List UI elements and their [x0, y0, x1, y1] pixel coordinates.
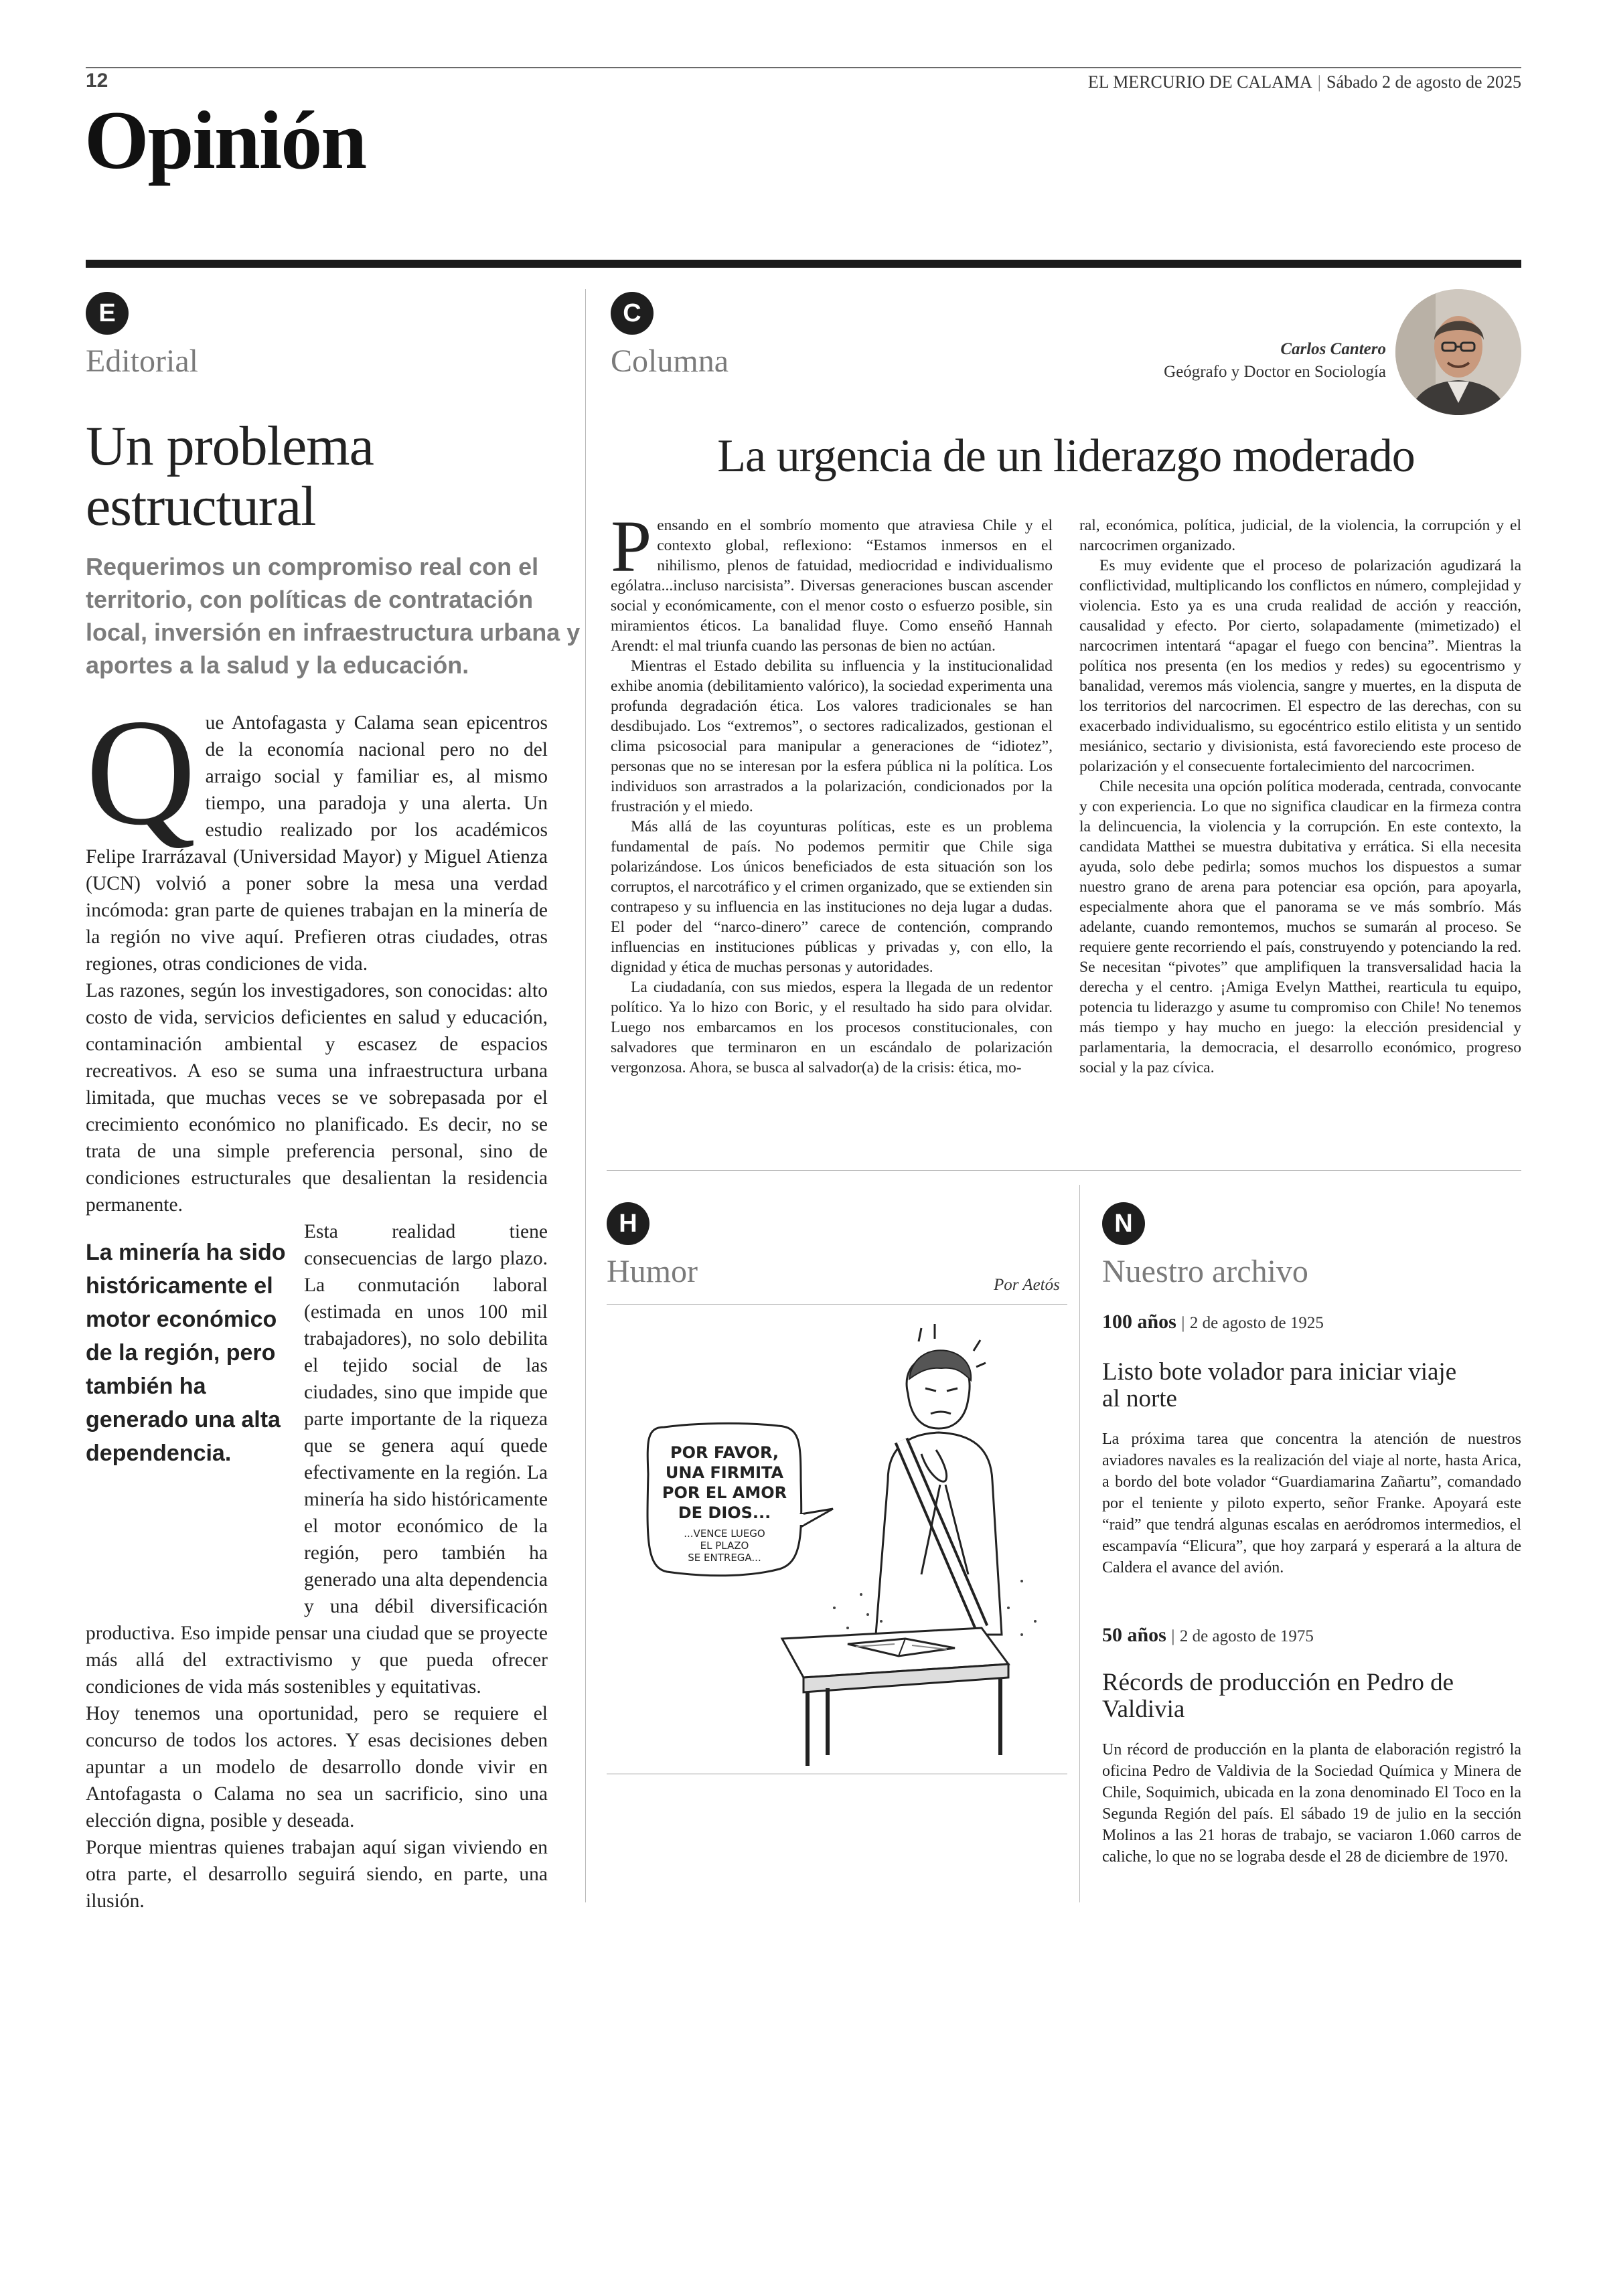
editorial-badge: E [86, 292, 129, 335]
column-title: La urgencia de un liderazgo moderado [717, 430, 1415, 482]
author-name: Carlos Cantero [1280, 340, 1386, 358]
archive-text: La próxima tarea que concentra la atención de nuestros aviadores navales es la realización del viaje al norte, hasta Arica, a bordo del bote volador “Guardiamarina Zañartu”, comandado por el teniente y piloto experto, señor Franke. Apoyará este “raid” que tendrá algunas escalas en aeródromos intermedios, el escampavía “Elicura”, que hoy zarpará y esperará a la altura de Caldera el avance del avión. [1102, 1430, 1521, 1576]
column-dropcap: P [611, 505, 652, 587]
archive-years-label: 100 años [1102, 1311, 1176, 1333]
masthead [1088, 72, 1521, 92]
page-number: 12 [86, 70, 108, 92]
editorial-dropcap: Q [86, 688, 196, 857]
column-text-col1 [611, 505, 1053, 1078]
archive-headline: Récords de producción en Pedro de Valdivia [1102, 1669, 1454, 1723]
divider-column-bottom [607, 1170, 1521, 1171]
archive-badge: N [1102, 1202, 1145, 1245]
column-paragraph: ensando en el sombrío momento que atraviesa Chile y el contexto global, reflexiono: “Estamos inmersos en el nihilismo, plenos de fatuidad, mediocridad e individualismo ególatra...incluso narcisista”. Diversas generaciones buscan ascender social y económicamente, con el menor costo o esfuerzo posible, sin miramientos éticos. La banalidad fluye. Como enseñó Hannah Arendt: el mal triunfa cuando las personas de bien no actúan. [611, 517, 1053, 655]
editorial-kicker: Editorial [86, 343, 198, 379]
humor-kicker: Humor [607, 1254, 698, 1289]
column-kicker: Columna [611, 343, 729, 379]
archive-date: 2 de agosto de 1975 [1179, 1627, 1314, 1645]
section-rule [86, 260, 1521, 268]
bubble-small-line: SE ENTREGA... [688, 1552, 761, 1564]
archive-separator: | [1171, 1627, 1175, 1645]
column-badge: C [611, 292, 654, 335]
masthead-separator: | [1317, 72, 1321, 92]
issue-date: Sábado 2 de agosto de 2025 [1326, 72, 1521, 92]
editorial-paragraph: Esta realidad tiene consecuencias de largo plazo. La conmutación laboral (estimada en unos 100 mil trabajadores), no solo debilita el tejido social de las ciudades, sino que impide que parte importante de la riqueza que se genera aquí quede efectivamente en la región. La minería ha sido históricamente el motor económico de la región, pero también ha generado una alta dependencia y una débil diversificación productiva. Eso impide pensar una ciudad que se proyecte más allá del extractivismo y que pueda ofrecer condiciones de vida más sostenibles y equitativas. [86, 1221, 548, 1698]
author-portrait-image [1395, 289, 1521, 415]
editorial-lead [86, 550, 581, 681]
humor-badge: H [607, 1202, 649, 1245]
editorial-paragraph: Hoy tenemos una oportunidad, pero se requiere el concurso de todos los actores. Y esas decisiones deben apuntar a un modelo de desarrollo donde vivir en Antofagasta o Calama no sea un sacrificio, sino una elección digna, posible y deseada. [86, 1703, 548, 1831]
bubble-line: DE DIOS... [678, 1503, 771, 1522]
humor-rule [607, 1304, 1067, 1305]
archive-kicker: Nuestro archivo [1102, 1254, 1308, 1289]
bubble-small-line: EL PLAZO [700, 1540, 749, 1552]
cartoon [607, 1313, 1067, 1775]
editorial-paragraph: ue Antofagasta y Calama sean epicentros de la economía nacional pero no del arraigo social y familiar es, al mismo tiempo, una paradoja y una alerta. Un estudio realizado por los académicos Felipe Irarrázaval (Universidad Mayor) y Miguel Atienza (UCN) volvió a poner sobre la mesa una verdad incómoda: gran parte de quienes trabajan en la minería de la región no vive aquí. Prefieren otras ciudades, otras regiones, otras condiciones de vida. [86, 712, 548, 975]
author-role: Geógrafo y Doctor en Sociología [1164, 363, 1386, 381]
editorial-title: Un problema estructural [86, 415, 374, 538]
editorial-lead-text: Requerimos un compromiso real con el territorio, con políticas de contratación local, inversión en infraestructura urbana y aportes a la salud y la educación. [86, 553, 581, 679]
divider-editorial [585, 289, 586, 1902]
cartoon-credit: Por Aetós [994, 1276, 1060, 1294]
editorial-paragraph: Porque mientras quienes trabajan aquí sigan viviendo en otra parte, el desarrollo seguirá siendo, en parte, una ilusión. [86, 1837, 548, 1912]
editorial-paragraph: Las razones, según los investigadores, son conocidas: alto costo de vida, servicios deficientes en salud y educación, contaminación ambiental y escasez de espacios recreativos. A eso se suma una infraestructura urbana limitada, que muchas veces se ve sobrepasada por el crecimiento económico no planificado. Es decir, no se trata de una simple preferencia personal, sino de condiciones estructurales que desalientan la residencia permanente. [86, 980, 548, 1216]
archive-separator: | [1181, 1314, 1185, 1332]
column-paragraph: La ciudadanía, con sus miedos, espera la llegada de un redentor político. Ya lo hizo con Boric, y el resultado ha sido para olvidar. Luego nos embarcamos en los procesos constitucionales, con salvadores que terminaron en un escándalo de polarización vergonzosa. Ahora, se busca al salvador(a) de la crisis: ética, mo- [611, 979, 1053, 1076]
pull-quote: La minería ha sido históricamente el motor económico de la región, pero también ha generado una alta dependencia. [86, 1240, 286, 1466]
column-text-col2 [1079, 515, 1521, 1078]
column-paragraph: Chile necesita una opción política moderada, centrada, convocante y con experiencia. Lo que no significa claudicar en la firmeza contra la delincuencia, la violencia y la corrupción. En este contexto, la candidata Matthei se muestra dubitativa y errática. Si ella necesita ayuda, solo debe pedirla; somos muchos los dispuestos a sumar nuestro grano de arena para potenciar esa opción, para apoyarla, especialmente ahora que el panorama se ve más sombrío. Más adelante, cuando remontemos, muchos se sumarán al proceso. Se requiere gente recorriendo el país, construyendo y potenciando la red. Se necesitan “pivotes” que amplifiquen la transversalidad hacia la derecha y el centro. ¡Amiga Evelyn Matthei, rearticula tu equipo, potencia tu liderazgo y asume tu compromiso con Chile! No tenemos más tiempo y hay mucho en juego: la elección presidencial y parlamentaria, la democracia, el desarrollo económico, progreso social y la paz cívica. [1079, 778, 1521, 1076]
archive-years [1102, 1624, 1314, 1647]
author-photo [1395, 289, 1521, 415]
section-title: Opinión [84, 94, 366, 186]
top-rule [86, 67, 1521, 68]
divider-humor [1079, 1185, 1080, 1902]
column-paragraph: Es muy evidente que el proceso de polarización agudizará la conflictividad, multiplicando los conflictos en número, complejidad y violencia. Esto ya es una cruda realidad de acción y reacción, causalidad y efecto. Por cierto, solapadamente (mimetizado) el narcocrimen intentará “apagar el fuego con bencina”. Mientras la política nos presenta (en los medios y redes) su egocentrismo y banalidad, veremos más violencia, sangre y muertes, en la disputa de los territorios del narcocrimen. El espectro de las derechas, con su exacerbado individualismo, su egocéntrico estilo elitista y un sentido mesiánico, sectario y divisionista, está favoreciendo este proceso de polarización y el consecuente fortalecimiento del narcocrimen. [1079, 557, 1521, 775]
column-paragraph: Más allá de las coyunturas políticas, este es un problema fundamental de país. No podemos permitir que Chile siga polarizándose. Los únicos beneficiados de esta situación son los corruptos, el narcotráfico y el crimen organizado, que se extienden sin contrapeso y su influencia en las instituciones no deja lugar a dudas. El poder del “narco-dinero” carece de contención, comprando influencias en instituciones públicas y privadas y, con ello, la dignidad y ética de muchas personas y autoridades. [611, 818, 1053, 976]
archive-text: Un récord de producción en la planta de elaboración registró la oficina Pedro de Valdivia de la Sociedad Química y Minera de Chile, Soquimich, ubicada en la zona denominado El Toco en la Segunda Región del país. El sábado 19 de julio en la sección Molinos a las 21 horas de trabajo, se vaciaron 1.060 carros de caliche, lo que no se lograba desde el 28 de diciembre de 1970. [1102, 1741, 1521, 1866]
newspaper-name: EL MERCURIO DE CALAMA [1087, 72, 1312, 92]
bubble-line: POR FAVOR, [670, 1443, 779, 1462]
bubble-small-line: ...VENCE LUEGO [684, 1528, 765, 1540]
column-paragraph: Mientras el Estado debilita su influencia y la institucionalidad exhibe anomia (debilitamiento valórico), la sociedad experimenta una profunda degradación ética. Los valores tradicionales se han desdibujado. Los “extremos”, o sectores radicalizados, gestionan el clima psicosocial para manipular a generaciones de “idiotez”, personas que no se interesan por la esfera pública ni la política. Los individuos son arrastrados a la polarización, condicionados por la frustración y el miedo. [611, 657, 1053, 815]
bubble-line: POR EL AMOR [662, 1483, 787, 1502]
archive-years-label: 50 años [1102, 1624, 1166, 1646]
archive-date: 2 de agosto de 1925 [1189, 1314, 1324, 1332]
cartoon-drawing [607, 1313, 1067, 1775]
bubble-line: UNA FIRMITA [665, 1463, 784, 1482]
archive-headline: Listo bote volador para iniciar viaje al norte [1102, 1358, 1457, 1412]
column-paragraph: ral, económica, política, judicial, de la violencia, la corrupción y el narcocrimen organizado. [1079, 517, 1521, 554]
archive-years [1102, 1311, 1324, 1333]
